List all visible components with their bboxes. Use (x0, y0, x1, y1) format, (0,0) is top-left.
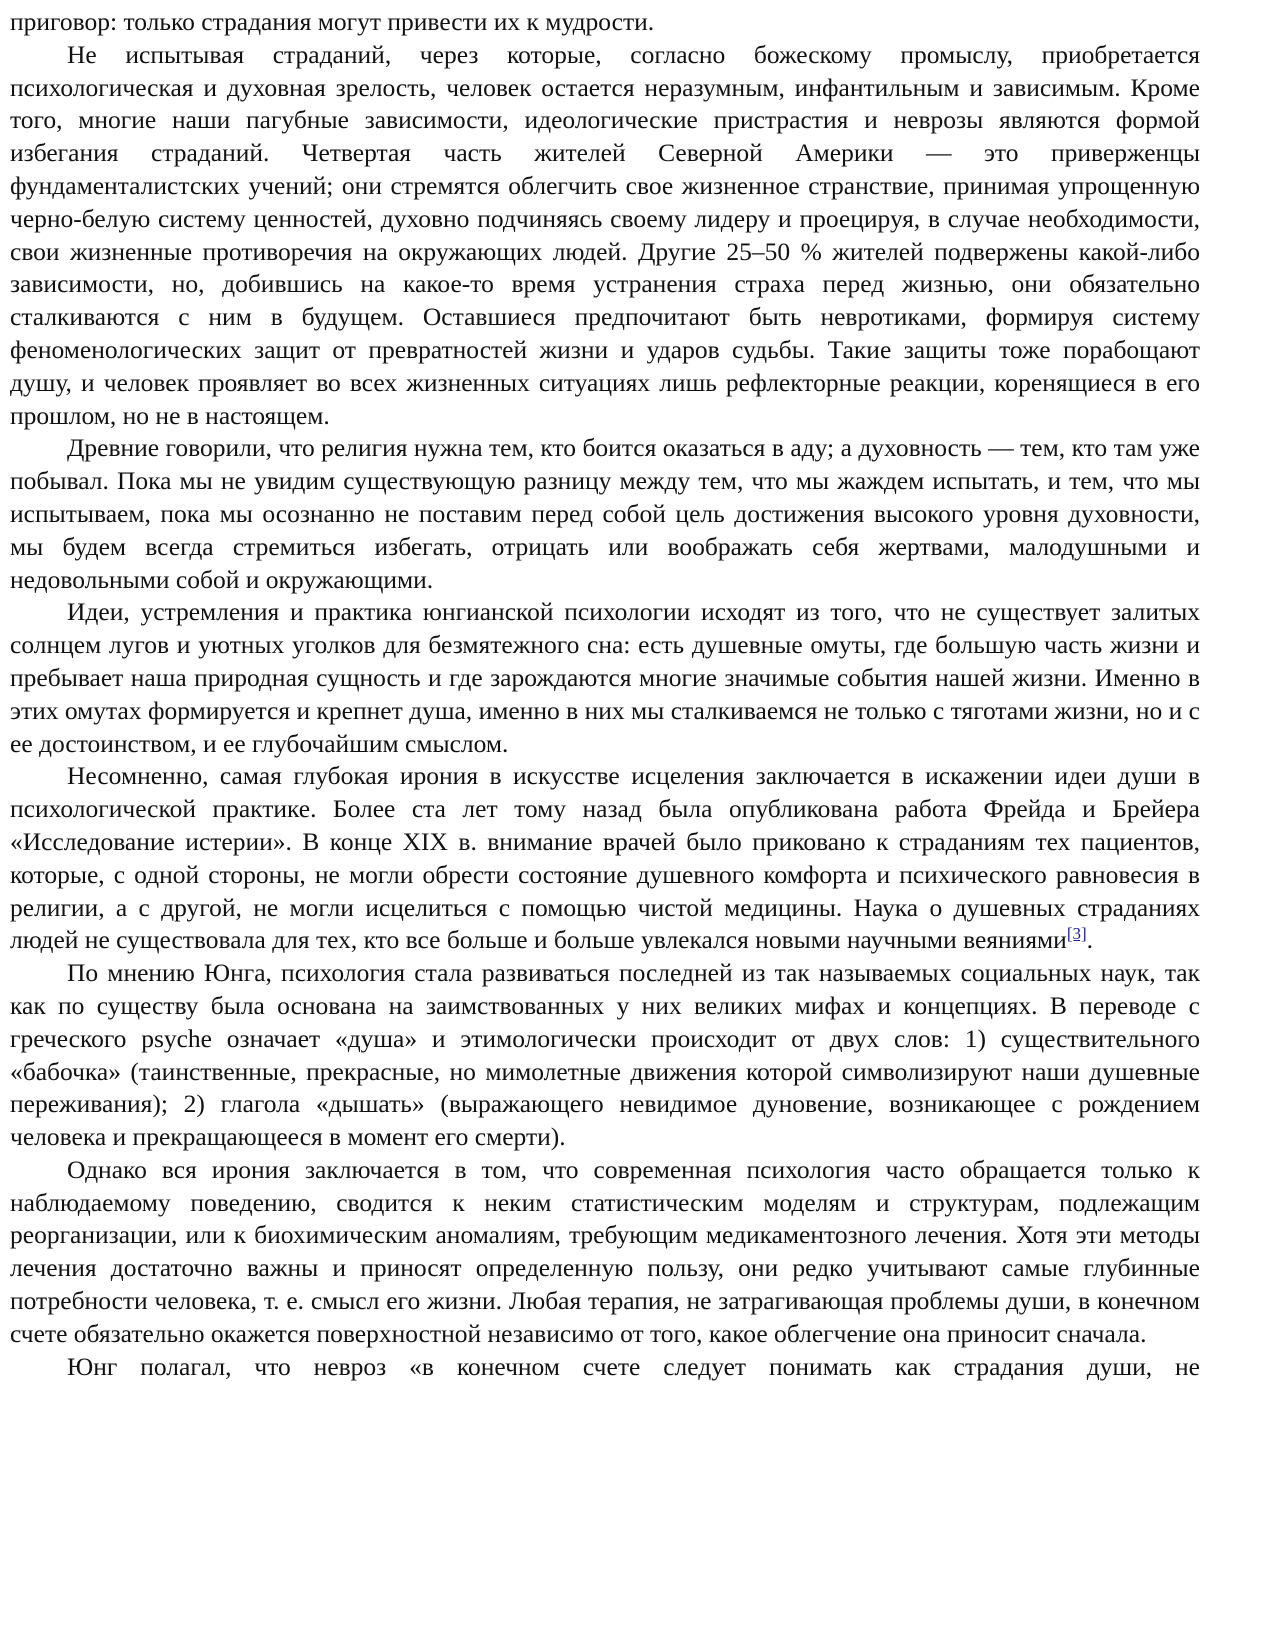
paragraph-5 (10, 760, 1200, 957)
paragraph-7 (10, 1154, 1200, 1351)
paragraph-3 (10, 432, 1200, 596)
document-page (10, 6, 1200, 1383)
paragraph-4-text: Идеи, устремления и практика юнгианской психологии исходят из того, что не существует залитых солнцем лугов и уютных уголков для безмятежного сна: есть душевные омуты, где большую часть жизни и пребывает наша природная сущность и где зарождаются многие значимые события нашей жизни. Именно в этих омутах формируется и крепнет душа, именно в них мы сталкиваемся не только с тяготами жизни, но и с ее достоинством, и ее глубочайшим смыслом. (10, 597, 1200, 758)
paragraph-4 (10, 596, 1200, 760)
paragraph-6-text: По мнению Юнга, психология стала развиваться последней из так называемых социальных наук, так как по существу была основана на заимствованных у них великих мифах и концепциях. В переводе с греческого psyche означает «душа» и этимологически происходит от двух слов: 1) существительного «бабочка» (таинственные, прекрасные, но мимолетные движения которой символизируют наши душевные переживания); 2) глагола «дышать» (выражающего невидимое дуновение, возникающее с рождением человека и прекращающееся в момент его смерти). (10, 958, 1200, 1152)
paragraph-5-end: . (1086, 925, 1094, 955)
paragraph-8-text: Юнг полагал, что невроз «в конечном счете следует понимать как страдания души, не (67, 1351, 1200, 1381)
paragraph-8 (10, 1351, 1200, 1384)
paragraph-1 (10, 6, 1200, 39)
paragraph-5-text: Несомненно, самая глубокая ирония в искусстве исцеления заключается в искажении идеи души в психологической практике. Более ста лет тому назад была опубликована работа Фрейда и Брейера «Исследование истерии». В конце XIX в. внимание врачей было приковано к страданиям тех пациентов, которые, с одной стороны, не могли обрести состояние душевного комфорта и психического равновесия в религии, а с другой, не могли исцелиться с помощью чистой медицины. Наука о душевных страданиях людей не существовала для тех, кто все больше и больше увлекался новыми научными веяниями (10, 761, 1200, 955)
paragraph-1-text: приговор: только страдания могут привести их к мудрости. (10, 7, 655, 36)
paragraph-3-text: Древние говорили, что религия нужна тем, кто боится оказаться в аду; а духовность — тем, кто там уже побывал. Пока мы не увидим существующую разницу между тем, что мы жаждем испытать, и тем, что мы испытываем, пока мы осознанно не поставим перед собой цель достижения высокого уровня духовности, мы будем всегда стремиться избегать, отрицать или воображать себя жертвами, малодушными и недовольными собой и окружающими. (10, 433, 1200, 594)
footnote-link-3[interactable]: [3] (1066, 924, 1087, 944)
paragraph-7-text: Однако вся ирония заключается в том, что современная психология часто обращается только к наблюдаемому поведению, сводится к неким статистическим моделям и структурам, подлежащим реорганизации, или к биохимическим аномалиям, требующим медикаментозного лечения. Хотя эти методы лечения достаточно важны и приносят определенную пользу, они редко учитывают самые глубинные потребности человека, т. е. смысл его жизни. Любая терапия, не затрагивающая проблемы души, в конечном счете обязательно окажется поверхностной независимо от того, какое облегчение она приносит сначала. (10, 1154, 1200, 1348)
paragraph-2 (10, 39, 1200, 433)
paragraph-2-text: Не испытывая страданий, через которые, согласно божескому промыслу, приобретается психологическая и духовная зрелость, человек остается неразумным, инфантильным и зависимым. Кроме того, многие наши пагубные зависимости, идеологические пристрастия и неврозы являются формой избегания страданий. Четвертая часть жителей Северной Америки — это приверженцы фундаменталистских учений; они стремятся облегчить свое жизненное странствие, принимая упрощенную черно-белую систему ценностей, духовно подчиняясь своему лидеру и проецируя, в случае необходимости, свои жизненные противоречия на окружающих людей. Другие 25–50 % жителей подвержены какой-либо зависимости, но, добившись на какое-то время устранения страха перед жизнью, они обязательно сталкиваются с ним в будущем. Оставшиеся предпочитают быть невротиками, формируя систему феноменологических защит от превратностей жизни и ударов судьбы. Такие защиты тоже порабощают душу, и человек проявляет во всех жизненных ситуациях лишь рефлекторные реакции, коренящиеся в его прошлом, но не в настоящем. (10, 39, 1200, 430)
paragraph-6 (10, 957, 1200, 1154)
